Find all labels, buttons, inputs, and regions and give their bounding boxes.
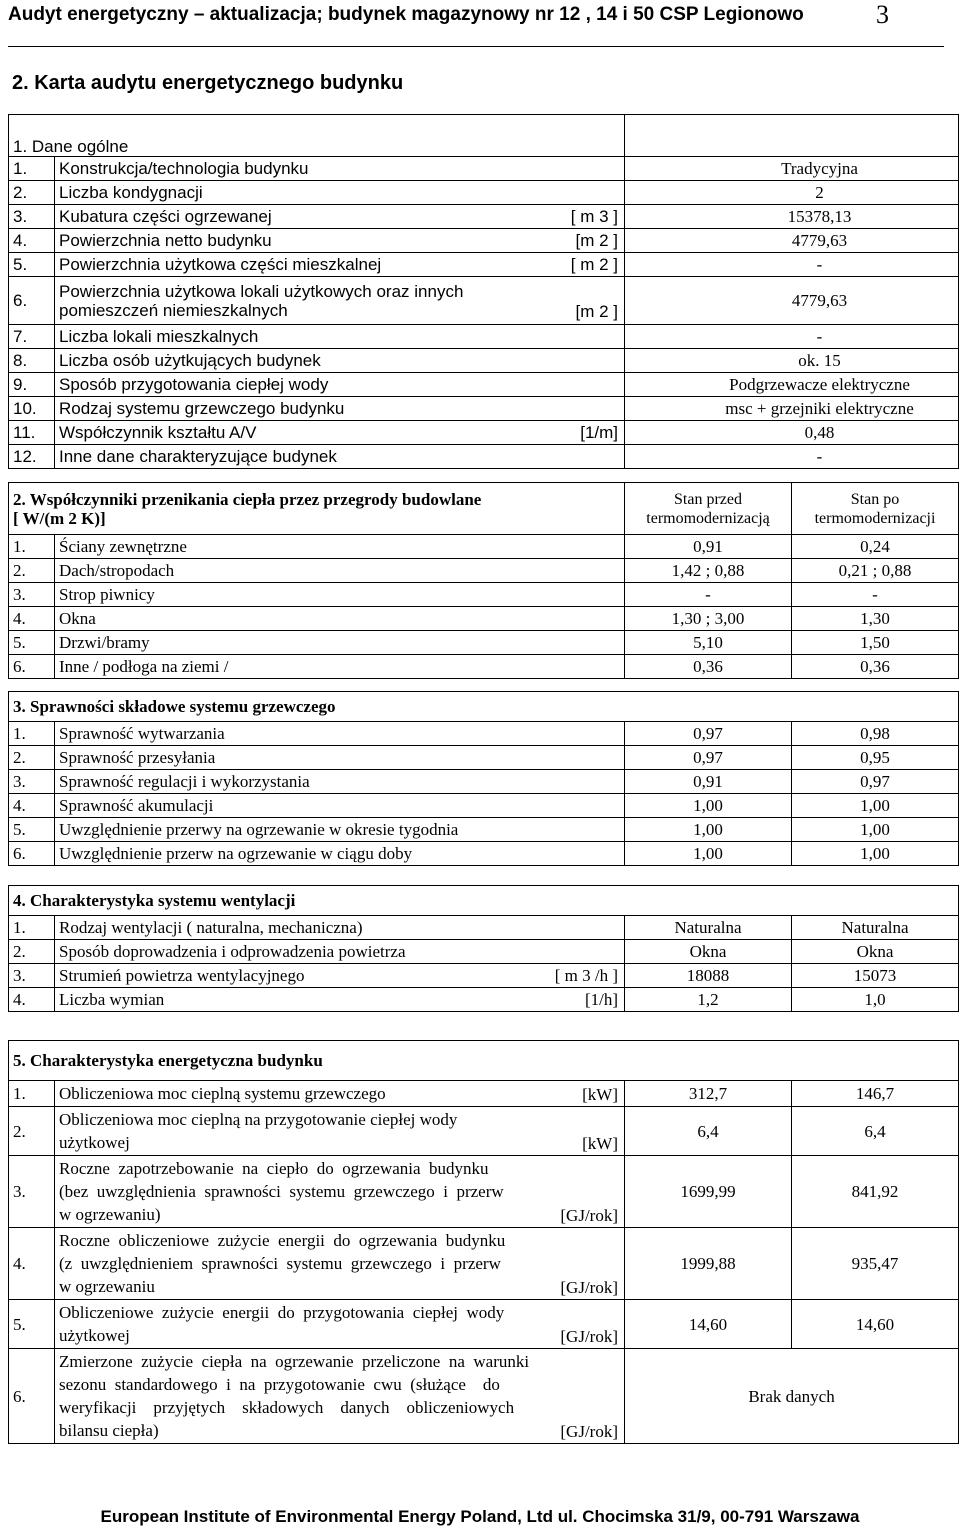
row-label-text: Liczba lokali mieszkalnych — [59, 327, 259, 346]
table-row — [9, 181, 959, 205]
row-number: 7. — [9, 325, 55, 349]
row-number: 5. — [9, 631, 55, 655]
row-number: 1. — [9, 535, 55, 559]
row-number: 3. — [9, 964, 55, 988]
row-number: 4. — [9, 229, 55, 253]
header-divider — [8, 46, 944, 47]
value-after: 15073 — [792, 964, 959, 988]
value-before: 1999,88 — [625, 1228, 792, 1300]
row-value: 2 — [625, 181, 959, 205]
table-row — [9, 229, 959, 253]
row-number: 1. — [9, 916, 55, 940]
row-label-text: Liczba osób użytkujących budynek — [59, 351, 321, 370]
ventilation-table — [8, 885, 959, 1012]
row-number: 12. — [9, 445, 55, 469]
table-row — [9, 205, 959, 229]
row-label-text: Powierzchnia netto budynku — [59, 231, 272, 250]
row-number: 4. — [9, 607, 55, 631]
row-number: 4. — [9, 794, 55, 818]
row-label — [55, 421, 625, 445]
table-row — [9, 722, 959, 746]
unit-label: [kW] — [582, 1134, 618, 1153]
footer: European Institute of Environmental Energy Poland, Ltd ul. Chocimska 31/9, 00-791 Warszawa — [100, 1507, 860, 1526]
row-label — [55, 988, 625, 1012]
row-label — [55, 277, 625, 325]
value-after: 1,00 — [792, 842, 959, 866]
row-number: 4. — [9, 988, 55, 1012]
value-after: 1,00 — [792, 818, 959, 842]
table-row — [9, 842, 959, 866]
table-row — [9, 1349, 959, 1444]
table-row — [9, 916, 959, 940]
row-label-line: bilansu ciepła) — [59, 1421, 159, 1440]
row-number: 6. — [9, 1349, 55, 1444]
before-header-line: Stan przed — [674, 490, 742, 508]
row-number: 6. — [9, 842, 55, 866]
table-row — [9, 770, 959, 794]
table-row — [9, 1107, 959, 1156]
row-label — [55, 205, 625, 229]
unit-label: [GJ/rok] — [560, 1327, 618, 1346]
section-heading-row — [9, 692, 959, 722]
row-label — [55, 349, 625, 373]
row-value: 4779,63 — [625, 229, 959, 253]
section-title: 4. Charakterystyka systemu wentylacji — [9, 886, 959, 916]
value-before: 0,91 — [625, 770, 792, 794]
row-number: 1. — [9, 1081, 55, 1107]
row-label — [55, 1300, 625, 1349]
row-label-line: Obliczeniowa moc cieplną systemu grzewczego — [59, 1084, 386, 1103]
row-value: 15378,13 — [625, 205, 959, 229]
row-number: 3. — [9, 583, 55, 607]
row-number: 8. — [9, 349, 55, 373]
section-title — [9, 483, 625, 535]
row-number: 1. — [9, 157, 55, 181]
row-value: - — [625, 253, 959, 277]
row-number: 4. — [9, 1228, 55, 1300]
value-before: 1,00 — [625, 818, 792, 842]
section-heading-row — [9, 483, 959, 535]
value-after: 935,47 — [792, 1228, 959, 1300]
row-number: 2. — [9, 181, 55, 205]
page-number: 3 — [876, 0, 889, 29]
value-after: 146,7 — [792, 1081, 959, 1107]
value-before: 18088 — [625, 964, 792, 988]
row-number: 3. — [9, 770, 55, 794]
section-title: 3. Sprawności składowe systemu grzewczego — [9, 692, 959, 722]
row-label: Drzwi/bramy — [55, 631, 625, 655]
row-label: Okna — [55, 607, 625, 631]
value-after: 6,4 — [792, 1107, 959, 1156]
row-label: Uwzględnienie przerw na ogrzewanie w ciągu doby — [55, 842, 625, 866]
unit-label: [GJ/rok] — [560, 1206, 618, 1225]
table-row — [9, 559, 959, 583]
unit-label: [m 2 ] — [575, 302, 619, 321]
energy-characteristics-table — [8, 1040, 959, 1444]
table-row — [9, 964, 959, 988]
row-label — [55, 916, 625, 940]
table-row — [9, 988, 959, 1012]
heating-efficiency-table — [8, 691, 959, 866]
row-label-line: użytkowej — [59, 1326, 130, 1345]
before-column-header — [625, 483, 792, 535]
section-heading-row — [9, 886, 959, 916]
value-before: 0,97 — [625, 746, 792, 770]
row-number: 3. — [9, 205, 55, 229]
value-after: 0,97 — [792, 770, 959, 794]
row-number: 10. — [9, 397, 55, 421]
row-number: 11. — [9, 421, 55, 445]
row-label: Dach/stropodach — [55, 559, 625, 583]
value-after: 1,30 — [792, 607, 959, 631]
table-row — [9, 746, 959, 770]
row-number: 2. — [9, 1107, 55, 1156]
row-number: 3. — [9, 1156, 55, 1228]
row-label-line: weryfikacji przyjętych składowych danych obliczeniowych — [59, 1398, 515, 1417]
row-label — [55, 373, 625, 397]
table-row — [9, 607, 959, 631]
heat-transfer-table — [8, 482, 959, 679]
value-after: 0,24 — [792, 535, 959, 559]
row-label: Sprawność wytwarzania — [55, 722, 625, 746]
value-after: 1,50 — [792, 631, 959, 655]
row-number: 9. — [9, 373, 55, 397]
row-value: 4779,63 — [625, 277, 959, 325]
value-before: Naturalna — [625, 916, 792, 940]
row-number: 5. — [9, 1300, 55, 1349]
row-label — [55, 325, 625, 349]
section-unit: [ W/(m 2 K)] — [13, 508, 106, 528]
value-before: Okna — [625, 940, 792, 964]
table-row — [9, 1081, 959, 1107]
value-after: 841,92 — [792, 1156, 959, 1228]
table-row — [9, 655, 959, 679]
value-after: 1,00 — [792, 794, 959, 818]
row-label — [55, 964, 625, 988]
value-before: 1,30 ; 3,00 — [625, 607, 792, 631]
document-title: 2. Karta audytu energetycznego budynku — [12, 72, 404, 94]
table-row — [9, 535, 959, 559]
row-label — [55, 1349, 625, 1444]
general-data-table — [8, 114, 959, 469]
value-before: 5,10 — [625, 631, 792, 655]
row-label: Ściany zewnętrzne — [55, 535, 625, 559]
unit-label: [GJ/rok] — [560, 1422, 618, 1441]
value-after: 1,0 — [792, 988, 959, 1012]
row-label-line: (bez uwzględnienia sprawności systemu grzewczego i przerw — [59, 1182, 504, 1201]
value-before: 1,42 ; 0,88 — [625, 559, 792, 583]
row-label-line: w ogrzewaniu) — [59, 1205, 161, 1224]
table-row — [9, 277, 959, 325]
section-title-text: 2. Współczynniki przenikania ciepła przez przegrody budowlane — [13, 489, 482, 509]
table-row — [9, 421, 959, 445]
section-heading-row — [9, 1041, 959, 1081]
row-label-text: Rodzaj systemu grzewczego budynku — [59, 399, 345, 418]
header-title: Audyt energetyczny – aktualizacja; budynek magazynowy nr 12 , 14 i 50 CSP Legionowo — [8, 4, 804, 25]
row-label: Sprawność regulacji i wykorzystania — [55, 770, 625, 794]
row-label — [55, 1156, 625, 1228]
value-before: 1699,99 — [625, 1156, 792, 1228]
row-label-text: Liczba kondygnacji — [59, 183, 203, 202]
table-row — [9, 349, 959, 373]
value-after: Naturalna — [792, 916, 959, 940]
table-row — [9, 940, 959, 964]
row-label-line: Roczne zapotrzebowanie na ciepło do ogrzewania budynku — [59, 1159, 489, 1178]
value-before: 14,60 — [625, 1300, 792, 1349]
after-header-line: Stan po — [850, 490, 900, 508]
row-label-text: Kubatura części ogrzewanej — [59, 207, 272, 226]
row-label — [55, 445, 625, 469]
row-number: 2. — [9, 559, 55, 583]
row-number: 5. — [9, 818, 55, 842]
value-before: 1,2 — [625, 988, 792, 1012]
value-after: Okna — [792, 940, 959, 964]
row-value: - — [625, 445, 959, 469]
row-label — [55, 1081, 625, 1107]
value-after: 0,98 — [792, 722, 959, 746]
row-value: 0,48 — [625, 421, 959, 445]
row-label — [55, 157, 625, 181]
unit-label: [kW] — [582, 1085, 618, 1104]
row-label — [55, 940, 625, 964]
row-label — [55, 1107, 625, 1156]
value-before: 6,4 — [625, 1107, 792, 1156]
row-label-text: Sposób doprowadzenia i odprowadzenia powietrza — [59, 942, 406, 961]
row-label — [55, 253, 625, 277]
row-number: 2. — [9, 940, 55, 964]
table-row — [9, 583, 959, 607]
row-value: msc + grzejniki elektryczne — [625, 397, 959, 421]
before-header-line: termomodernizacją — [646, 509, 770, 527]
section-title: 5. Charakterystyka energetyczna budynku — [9, 1041, 959, 1081]
table-row — [9, 818, 959, 842]
unit-label: [1/m] — [580, 423, 619, 442]
row-number: 5. — [9, 253, 55, 277]
value-before: 0,36 — [625, 655, 792, 679]
value-before: 312,7 — [625, 1081, 792, 1107]
section-title: 1. Dane ogólne — [9, 115, 625, 157]
row-label-line: Powierzchnia użytkowa lokali użytkowych oraz innych — [59, 281, 464, 301]
value-before: 1,00 — [625, 842, 792, 866]
row-label-line: Zmierzone zużycie ciepła na ogrzewanie przeliczone na warunki — [59, 1352, 530, 1371]
after-column-header — [792, 483, 959, 535]
row-label — [55, 229, 625, 253]
row-label-text: Liczba wymian — [59, 990, 165, 1009]
value-before: 0,91 — [625, 535, 792, 559]
row-value: Podgrzewacze elektryczne — [625, 373, 959, 397]
table-row — [9, 631, 959, 655]
table-row — [9, 1156, 959, 1228]
row-label-text: Inne dane charakteryzujące budynek — [59, 447, 337, 466]
table-row — [9, 325, 959, 349]
row-label-line: Roczne obliczeniowe zużycie energii do ogrzewania budynku — [59, 1231, 506, 1250]
row-label — [55, 1228, 625, 1300]
row-label-text: Konstrukcja/technologia budynku — [59, 159, 309, 178]
value-after: - — [792, 583, 959, 607]
value-after: 0,21 ; 0,88 — [792, 559, 959, 583]
value-after: 0,95 — [792, 746, 959, 770]
table-row — [9, 1300, 959, 1349]
table-row — [9, 794, 959, 818]
value-merged: Brak danych — [625, 1349, 959, 1444]
table-row — [9, 397, 959, 421]
row-label-line: sezonu standardowego i na przygotowanie cwu (służące do — [59, 1375, 500, 1394]
row-label-line: Obliczeniowa moc cieplną na przygotowanie ciepłej wody — [59, 1110, 458, 1129]
value-before: 1,00 — [625, 794, 792, 818]
row-number: 2. — [9, 746, 55, 770]
row-label-line: (z uwzględnieniem sprawności systemu grzewczego i przerw — [59, 1254, 501, 1273]
table-row — [9, 373, 959, 397]
row-label-line: użytkowej — [59, 1133, 130, 1152]
row-label-line: pomieszczeń niemieszkalnych — [59, 300, 288, 320]
row-label: Sprawność przesyłania — [55, 746, 625, 770]
row-label-text: Powierzchnia użytkowa części mieszkalnej — [59, 255, 382, 274]
row-value: ok. 15 — [625, 349, 959, 373]
table-row — [9, 157, 959, 181]
value-before: 0,97 — [625, 722, 792, 746]
row-label-line: w ogrzewaniu — [59, 1277, 155, 1296]
value-column-header — [625, 115, 959, 157]
unit-label: [ m 3 ] — [570, 207, 619, 226]
row-label-text: Rodzaj wentylacji ( naturalna, mechaniczna) — [59, 918, 363, 937]
row-label-text: Strumień powietrza wentylacyjnego — [59, 966, 305, 985]
table-row — [9, 445, 959, 469]
row-label-line: Obliczeniowe zużycie energii do przygotowania ciepłej wody — [59, 1303, 505, 1322]
after-header-line: termomodernizacji — [814, 509, 936, 527]
unit-label: [m 2 ] — [575, 231, 619, 250]
table-row — [9, 1228, 959, 1300]
section-heading-row — [9, 115, 959, 157]
row-value: - — [625, 325, 959, 349]
unit-label: [ m 3 /h ] — [554, 966, 618, 985]
table-row — [9, 253, 959, 277]
unit-label: [GJ/rok] — [560, 1278, 618, 1297]
unit-label: [1/h] — [584, 990, 618, 1009]
row-label: Inne / podłoga na ziemi / — [55, 655, 625, 679]
value-after: 0,36 — [792, 655, 959, 679]
row-number: 1. — [9, 722, 55, 746]
row-label — [55, 397, 625, 421]
row-number: 6. — [9, 655, 55, 679]
row-label-text: Współczynnik kształtu A/V — [59, 423, 257, 442]
row-label: Sprawność akumulacji — [55, 794, 625, 818]
row-number: 6. — [9, 277, 55, 325]
row-label: Strop piwnicy — [55, 583, 625, 607]
row-label-text: Sposób przygotowania ciepłej wody — [59, 375, 329, 394]
unit-label: [ m 2 ] — [570, 255, 619, 274]
value-before: - — [625, 583, 792, 607]
row-label: Uwzględnienie przerwy na ogrzewanie w okresie tygodnia — [55, 818, 625, 842]
value-after: 14,60 — [792, 1300, 959, 1349]
row-label — [55, 181, 625, 205]
row-value: Tradycyjna — [625, 157, 959, 181]
